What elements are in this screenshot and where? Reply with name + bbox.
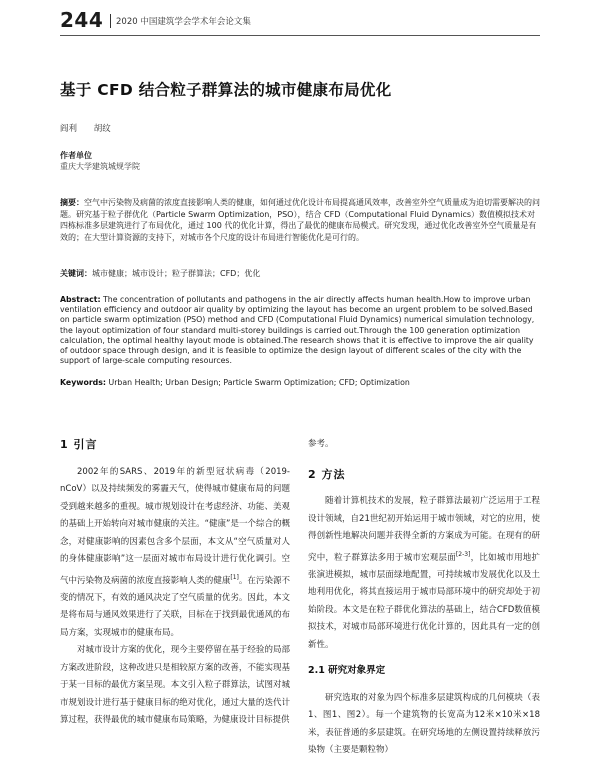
- abstract-cn: [60, 197, 540, 243]
- abstract-cn-text: 空气中污染物及病菌的浓度直接影响人类的健康，如何通过优化设计布局提高通风效率，改善室外空气质量成为迫切需要解决的问题。研究基于粒子群优化（Particle Swarm Optimization，PSO），结合 CFD（Computational Fluid Dynamics）数值模拟技术对四栋标准多层建筑进行了布局优化，通过 100 代的优化计算，得出了最优的健康布局模式。研究发现，通过优化改善室外空气质量是有效的；在大型计算资源的支持下，对城市各个尺度的设计布局进行智能优化是可行的。: [60, 198, 540, 242]
- abstract-en-label: Abstract:: [60, 295, 101, 304]
- author-name: 阎利: [60, 124, 78, 134]
- page-number: 244: [60, 8, 104, 32]
- section-1-paragraph-1: [60, 464, 290, 643]
- section-2-title: 2 方法: [308, 467, 346, 481]
- citation: [1]: [230, 573, 239, 581]
- abstract-en-text: The concentration of pollutants and pathogens in the air directly affects human health.How to improve urban ventilation efficiency and outdoor air quality by optimizing the layout has become an urgent problem to be solved.Based on particle swarm optimization (PSO) method and CFD (Computational Fluid Dynamics) numerical simulation technology, the layout optimization of four standard multi-storey buildings is carried out.Through the 100 generation optimization calculation, the optimal healthy layout mode is obtained.The research shows that it is effective to improve the air quality of outdoor space through design, and it is feasible to optimize the design layout of different scales of the city with the support of large-scale computing resources.: [60, 295, 535, 366]
- running-head: 2020 中国建筑学会学术年会论文集: [116, 17, 251, 27]
- page-header: [60, 8, 560, 34]
- keywords-cn-text: 城市健康；城市设计；粒子群算法；CFD；优化: [92, 269, 261, 278]
- subsection-2-1-title: 2.1 研究对象界定: [308, 665, 386, 677]
- section-2-para-1-text: 随着计算机技术的发展，粒子群算法最初广泛运用于工程设计领域，自21世纪初开始运用于城市领域，对它的应用，使得创新性地解决问题并获得全新的方案成为可能。在现有的研究中，粒子群算法多用于城市宏观层面: [308, 496, 540, 563]
- section-1-title: 1 引言: [60, 438, 98, 451]
- affiliation-name: 重庆大学建筑城规学院: [60, 162, 140, 171]
- right-column: [308, 436, 540, 760]
- section-2-paragraph-2: 研究选取的对象为四个标准多层建筑构成的几何模块（表1、图1、图2）。每一个建筑物的长宽高为12米×10米×18米，表征普通的多层建筑。在研究场地的左侧设置持续释放污染物（主要是颗粒物）: [308, 692, 540, 756]
- author-list: [60, 122, 125, 134]
- keywords-en-text: Urban Health; Urban Design; Particle Swarm Optimization; CFD; Optimization: [108, 378, 410, 387]
- keywords-cn: [60, 268, 540, 280]
- paper-title: 基于 CFD 结合粒子群算法的城市健康布局优化: [60, 81, 392, 99]
- abstract-en: [60, 295, 540, 366]
- author-name: 胡纹: [93, 124, 111, 134]
- section-1-para-1-text: 2002年的SARS、2019年的新型冠状病毒（2019-nCoV）以及持续频发的雾霾天气，使得城市健康布局的问题受到越来越多的重视。城市规划设计在考虑经济、功能、美观的基础上开始转向对城市健康的关注。“健康”是一个综合的概念，对健康影响的因素包含多个层面，本文从“空气质量对人的身体健康影响”这一层面对城市布局设计进行优化调引。空气中污染物及病菌的浓度直接影响人类的健康: [60, 466, 290, 586]
- section-2-paragraph-1: [308, 493, 540, 654]
- keywords-en-label: Keywords:: [60, 378, 107, 387]
- header-rule: [60, 35, 540, 36]
- header-separator: [110, 14, 111, 28]
- keywords-en: [60, 377, 540, 389]
- affiliation-label: 作者单位: [60, 151, 92, 160]
- section-1-para-1-cont: 。在污染源不变的情况下，有效的通风决定了空气质量的优劣。因此，本文是将布局与通风效果进行了关联，目标在于找到最优通风的布局方案，实现城市的健康布局。: [60, 575, 290, 638]
- section-2-para-1-cont: ，比如城市用地扩张演进模拟，城市层面绿地配置，可持续城市发展优化以及土地利用优化，将其直接运用于城市局部环境中的研究却处于初始阶段。本文是在粒子群优化算法的基础上，结合CFD数值模拟技术，对城市局部环境进行优化计算的，因此具有一定的创新性。: [308, 552, 540, 650]
- abstract-cn-label: 摘要：: [60, 198, 84, 207]
- keywords-cn-label: 关键词：: [60, 269, 92, 278]
- section-1-paragraph-2: 对城市设计方案的优化，现今主要停留在基于经验的局部方案改进阶段，这种改进只是相较原方案的改善，不能实现基于某一目标的最优方案呈现。本文引入粒子群算法，试图对城市规划设计进行基于健康目标的绝对优化，通过大量的迭代计算过程，获得最优的城市健康布局策略，为健康设计目标提供: [60, 645, 290, 726]
- citation: [2-3]: [455, 550, 471, 558]
- left-column: [60, 436, 290, 730]
- section-1-paragraph-2-end: 参考。: [308, 439, 334, 449]
